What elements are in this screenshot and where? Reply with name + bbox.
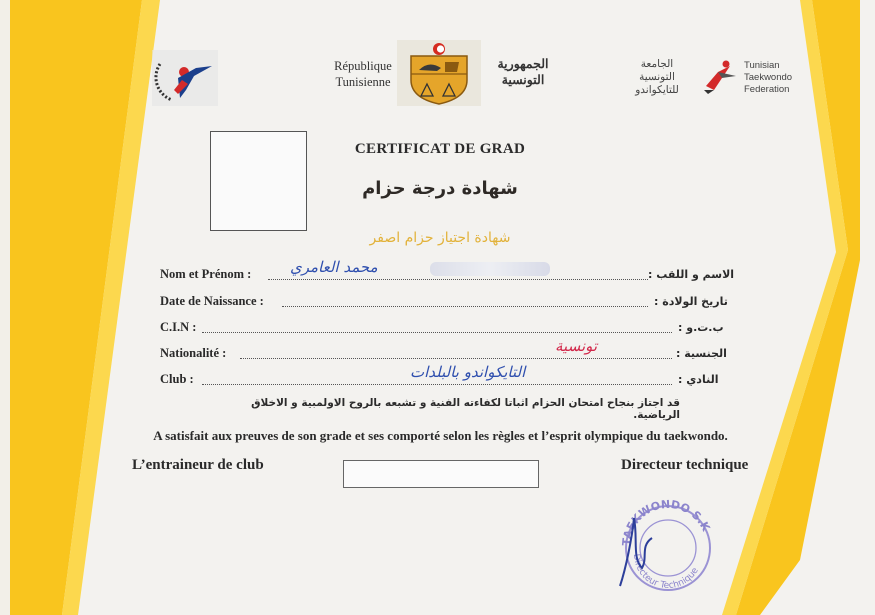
field-label-ar: النادي : xyxy=(678,373,719,386)
stamp-bottom-text: Directeur Technique xyxy=(630,553,701,592)
director-signature-label: Directeur technique xyxy=(621,457,749,473)
field-handwritten-value: تونسية xyxy=(555,337,598,355)
federation-name-ar: الجامعة التونسية للتايكواندو xyxy=(635,58,679,96)
certificate-title-fr: CERTIFICAT DE GRAD xyxy=(354,141,526,157)
field-label-fr: Nom et Prénom : xyxy=(160,267,252,281)
field-label-ar: الجنسية : xyxy=(676,347,727,360)
coach-signature-box xyxy=(343,460,539,488)
field-dotted-line xyxy=(202,322,672,333)
tunisia-coat-of-arms xyxy=(397,40,481,106)
republic-name-fr: République Tunisienne xyxy=(334,59,392,89)
field-label-ar: تاريخ الولادة : xyxy=(654,295,728,308)
field-dotted-line xyxy=(282,296,648,307)
certificate-subtitle-ar: شهادة اجتياز حزام اصفر xyxy=(369,230,511,246)
federation-name-en: Tunisian Taekwondo Federation xyxy=(744,60,793,95)
field-handwritten-value: التايكواندو بالبلدات xyxy=(410,363,526,381)
field-label-fr: Nationalité : xyxy=(160,346,227,360)
world-taekwondo-logo xyxy=(152,50,218,106)
field-label-fr: Date de Naissance : xyxy=(160,294,264,308)
director-stamp xyxy=(612,498,722,593)
photo-placeholder xyxy=(210,131,307,231)
field-dotted-line xyxy=(240,348,672,359)
republic-name-ar: الجمهورية التونسية xyxy=(497,57,549,87)
field-label-fr: C.I.N : xyxy=(160,320,197,334)
stamp-top-text: TAEKWONDO S.K xyxy=(619,498,713,547)
certificate-title-ar: شهادة درجة حزام xyxy=(362,178,518,199)
svg-text:Directeur Technique xyxy=(631,553,701,591)
coach-signature-label: L’entraineur de club xyxy=(132,457,264,473)
field-label-ar: ب.ت.و : xyxy=(678,321,724,334)
field-label-fr: Club : xyxy=(160,372,194,386)
redacted-text xyxy=(430,262,550,276)
field-handwritten-value: محمد العامري xyxy=(290,258,378,276)
field-label-ar: الاسم و اللقب : xyxy=(648,268,735,281)
federation-logo-icon xyxy=(700,56,740,96)
statement-ar: قد اجتاز بنجاح امتحان الحزام اثباتا لكفاءته الفنية و تشبعه بالروح الاولمبية و الاخلاق الرياضية. xyxy=(251,397,680,421)
statement-fr: A satisfait aux preuves de son grade et ses comporté selon les règles et l’esprit olympique du taekwondo. xyxy=(153,428,728,443)
